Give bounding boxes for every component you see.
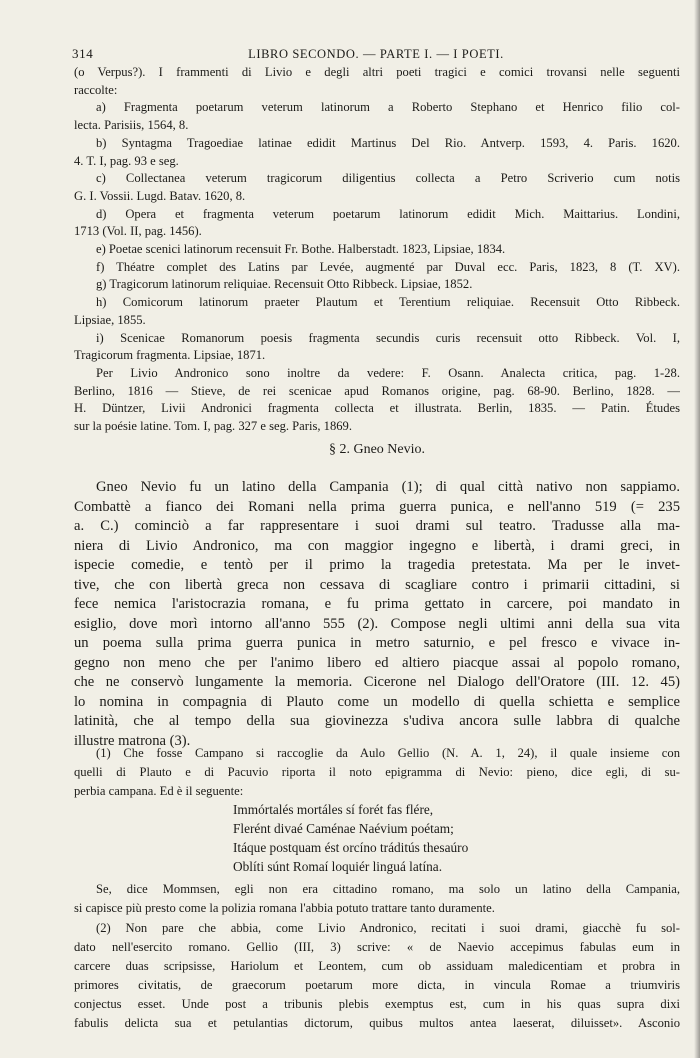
bib-entry-d: d) Opera et fragmenta veterum poetarum latinorum edidit Mich. Maittarius. Londini,	[96, 206, 680, 221]
text-line: niera di Livio Andronico, ma con maggior ingegno e libertà, i drami greci, in	[74, 537, 680, 554]
running-header	[72, 46, 680, 64]
text-line: lo nomina in compagnia di Plauto come un modello di quella schietta e semplice	[74, 693, 680, 710]
bib-line: lecta. Parisiis, 1564, 8.	[74, 118, 189, 133]
text-line: un poema sulla prima guerra punica in metro saturnio, e pel fresco e vivace in-	[74, 635, 680, 651]
text-line: tive, che con libertà greca non cessava di scagliare contro i primarii cittadini, si	[74, 576, 680, 593]
bib-entry-a: a) Fragmenta poetarum veterum latinorum a Roberto Stephano et Henrico filio col-	[96, 100, 680, 115]
text-line: Combattè a fianco dei Romani nella prima guerra punica, e nell'anno 519 (= 235	[74, 498, 680, 515]
bib-line: Berlino, 1816 — Stieve, de rei scenicae apud Romanos origine, pag. 68-90. Berlino, 1828. —	[74, 383, 680, 398]
bib-line: 4. T. I, pag. 93 e seg.	[74, 153, 179, 168]
bib-line: 1713 (Vol. II, pag. 1456).	[74, 224, 202, 239]
text-line: illustre matrona (3).	[74, 732, 191, 749]
bib-line: G. I. Vossii. Lugd. Batav. 1620, 8.	[74, 188, 246, 203]
footnote-line: perbia campana. Ed è il seguente:	[74, 784, 244, 798]
footnote-1-continued	[74, 880, 680, 918]
text-line: esiglio, dove morì intorno all'anno 555 (2). Compose negli ultimi anni della sua vita	[74, 615, 680, 632]
bib-line: raccolte:	[74, 82, 118, 97]
verse-line: Oblíti súnt Romaí loquiér linguá latína.	[233, 859, 443, 874]
text-line: latinità, che al tempo della sua giovinezza s'udiva ancora sulle labbra di qualche	[74, 713, 680, 729]
bib-line: H. Düntzer, Livii Andronici fragmenta collecta et illustrata. Berlin, 1835. — Patin. Études	[74, 401, 680, 416]
bib-entry-g: g) Tragicorum latinorum reliquiae. Recensuit Otto Ribbeck. Lipsiae, 1852.	[96, 277, 473, 292]
text-line: che ne conservò lungamente la memoria. Cicerone nel Dialogo dell'Oratore (III. 12. 45)	[74, 674, 680, 690]
footnote-1	[74, 744, 680, 801]
footnote-line: fabulis delicta sua et petulantias dictorum, quibus multos antea laeserat, diluisset». Asconio	[74, 1016, 680, 1030]
footnote-line: carcere duas scripsisse, Hariolum et Leontem, cum ob assiduam maledicentiam et probra in	[74, 959, 680, 973]
section-heading: § 2. Gneo Nevio.	[328, 442, 426, 457]
bib-entry-i: i) Scenicae Romanorum poesis fragmenta secundis curis recensuit otto Ribbeck. Vol. I,	[96, 330, 680, 345]
footnote-line: dato nell'esercito romano. Gellio (III, 3) scrive: « de Naevio accepimus fabulas eum in	[74, 940, 680, 954]
bib-entry-e: e) Poetae scenici latinorum recensuit Fr. Bothe. Halberstadt. 1823, Lipsiae, 1834.	[96, 242, 506, 257]
footnote-line: conjectus esset. Unde post a tribunis plebis exemptus est, cum in his quas supra dixi	[74, 997, 680, 1011]
bib-line: Per Livio Andronico sono inoltre da vedere: F. Osann. Analecta critica, pag. 1-28.	[96, 365, 680, 380]
epigram-verse	[233, 800, 468, 876]
footnote-line: (1) Che fosse Campano si raccoglie da Aulo Gellio (N. A. 1, 24), il quale insieme con	[96, 746, 680, 760]
bib-line: sur la poésie latine. Tom. I, pag. 327 e seg. Paris, 1869.	[74, 419, 352, 434]
footnote-2	[74, 919, 680, 1033]
bib-line: (o Verpus?). I frammenti di Livio e degli altri poeti tragici e comici trovansi nelle seguenti	[74, 65, 680, 79]
bib-line: Lipsiae, 1855.	[74, 312, 146, 327]
footnote-line: quelli di Plauto e di Pacuvio riporta il noto epigramma di Nevio: pieno, dice egli, di su-	[74, 765, 680, 779]
footnote-line: si capisce più presto come la polizia romana l'abbia potuto trattare tanto duramente.	[74, 901, 495, 915]
bib-entry-b: b) Syntagma Tragoediae latinae edidit Martinus Del Rio. Antverp. 1593, 4. Paris. 1620.	[96, 135, 680, 150]
bib-entry-h: h) Comicorum latinorum praeter Plautum et Terentium reliquiae. Recensuit Otto Ribbeck.	[96, 295, 680, 310]
text-line: ispecie comedie, e tentò per il primo la tragedia pretestata. Ma per le invet-	[74, 557, 680, 573]
verse-line: Itáque postquam ést orcíno tráditús thesaúro	[233, 840, 469, 855]
footnote-line: (2) Non pare che abbia, come Livio Andronico, recitati i suoi drami, giacchè fu sol-	[96, 921, 680, 935]
verse-line: Flerént divaé Caménae Naévium poétam;	[233, 821, 454, 836]
bib-entry-c: c) Collectanea veterum tragicorum diligentius collecta a Petro Scriverio cum notis	[96, 171, 680, 186]
text-line: Gneo Nevio fu un latino della Campania (1); di qual città nativo non sappiamo.	[96, 479, 680, 495]
running-title: LIBRO SECONDO. — PARTE I. — I POETI.	[248, 47, 504, 61]
page-edge-shadow	[694, 0, 700, 1058]
main-text	[74, 478, 680, 751]
bibliography-block	[74, 64, 680, 436]
verse-line: Immórtalés mortáles sí forét fas flére,	[233, 802, 434, 817]
text-line: gegno non meno che per l'animo libero ed altiero piacque assai al popolo romano,	[74, 654, 680, 671]
bib-line: Tragicorum fragmenta. Lipsiae, 1871.	[74, 348, 266, 363]
page-number: 314	[72, 46, 94, 61]
text-line: a. C.) cominciò a far rappresentare i suoi drami sul teatro. Tradusse alla ma-	[74, 518, 680, 534]
footnote-line: primores civitatis, de graecorum poetarum more dicta, in vincula Romae a triumviris	[74, 978, 680, 992]
text-line: fece nemica l'aristocrazia romana, e fu prima gettato in carcere, poi mandato in	[74, 596, 680, 612]
bib-entry-f: f) Théatre complet des Latins par Levée, augmenté par Duval ecc. Paris, 1823, 8 (T. XV).	[96, 259, 680, 274]
footnote-line: Se, dice Mommsen, egli non era cittadino romano, ma solo un latino della Campania,	[96, 882, 680, 896]
